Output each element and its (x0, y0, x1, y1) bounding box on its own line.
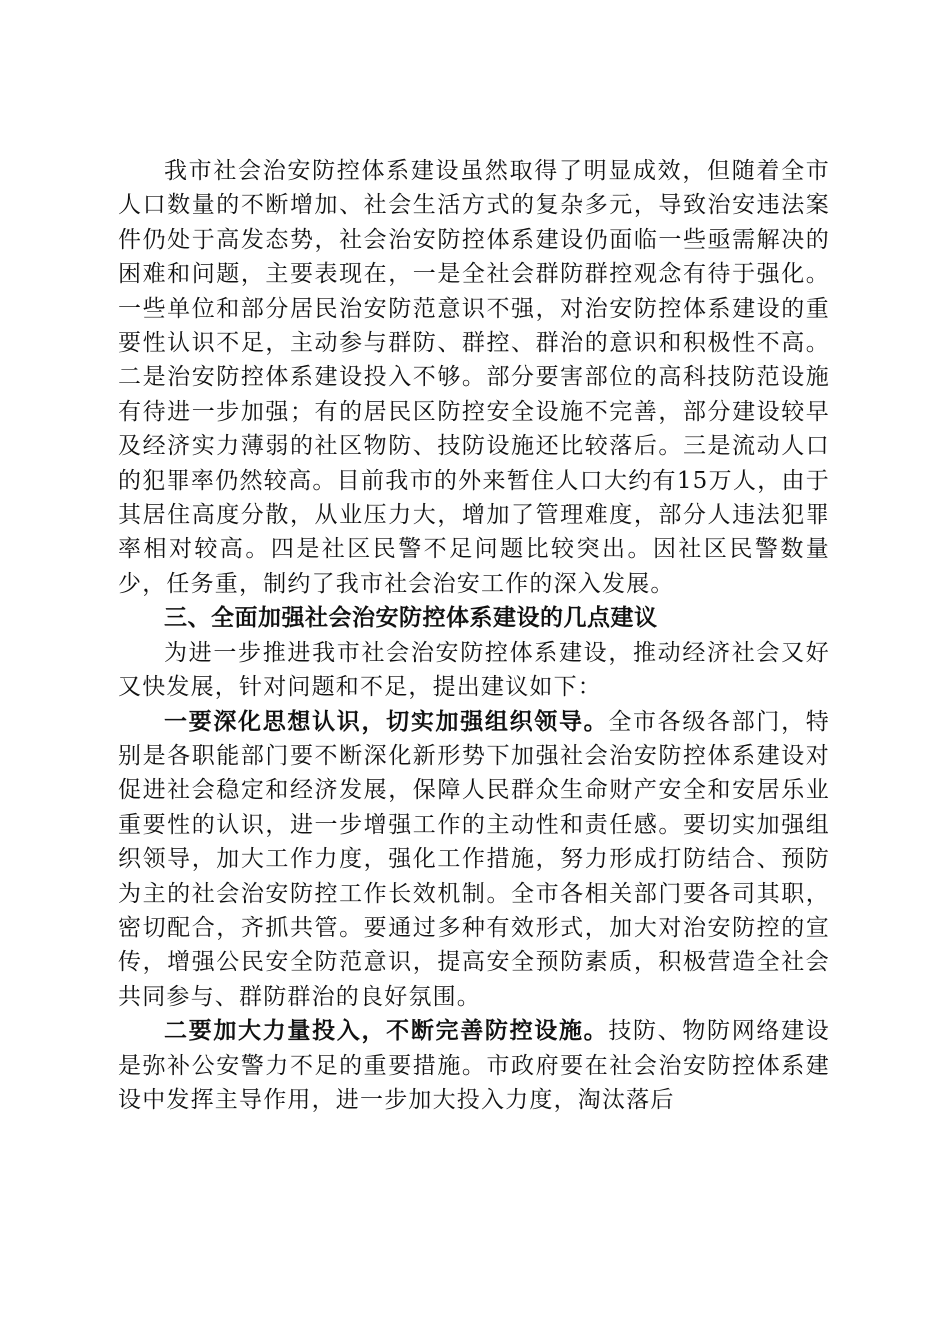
suggestion-1-text: 全市各级各部门，特别是各职能部门要不断深化新形势下加强社会治安防控体系建设对促进社会稳定和经济发展，保障人民群众生命财产安全和安居乐业重要性的认识，进一步增强工作的主动性和责任感。要切实加强组织领导，加大工作力度，强化工作措施，努力形成打防结合、预防为主的社会治安防控工作长效机制。全市各相关部门要各司其职，密切配合，齐抓共管。要通过多种有效形式，加大对治安防控的宣传，增强公民安全防范意识，提高安全预防素质，积极营造全社会共同参与、群防群治的良好氛围。 (118, 708, 830, 1010)
suggestion-2-lead: 二要加大力量投入，不断完善防控设施。 (164, 1017, 609, 1045)
section-heading-suggestions: 三、全面加强社会治安防控体系建设的几点建议 (164, 604, 658, 632)
paragraph-intro-suggestions: 为进一步推进我市社会治安防控体系建设，推动经济社会又好又快发展，针对问题和不足，提出建议如下： (118, 639, 830, 701)
paragraph-suggestion-1 (118, 705, 830, 1015)
paragraph-suggestion-2 (118, 1014, 830, 1117)
paragraph-problems: 我市社会治安防控体系建设虽然取得了明显成效，但随着全市人口数量的不断增加、社会生活方式的复杂多元，导致治安违法案件仍处于高发态势，社会治安防控体系建设仍面临一些亟需解决的困难和问题，主要表现在，一是全社会群防群控观念有待于强化。一些单位和部分居民治安防范意识不强，对治安防控体系建设的重要性认识不足，主动参与群防、群控、群治的意识和积极性不高。二是治安防控体系建设投入不够。部分要害部位的高科技防范设施有待进一步加强；有的居民区防控安全设施不完善，部分建设较早及经济实力薄弱的社区物防、技防设施还比较落后。三是流动人口的犯罪率仍然较高。目前我市的外来暂住人口大约有15万人，由于其居住高度分散，从业压力大，增加了管理难度，部分人违法犯罪率相对较高。四是社区民警不足问题比较突出。因社区民警数量少，任务重，制约了我市社会治安工作的深入发展。 (118, 158, 830, 597)
document-body (118, 154, 830, 1117)
suggestion-1-lead: 一要深化思想认识，切实加强组织领导。 (164, 707, 609, 735)
suggestion-2-text: 技防、物防网络建设是弥补公安警力不足的重要措施。市政府要在社会治安防控体系建设中发挥主导作用，进一步加大投入力度，淘汰落后 (118, 1018, 830, 1113)
